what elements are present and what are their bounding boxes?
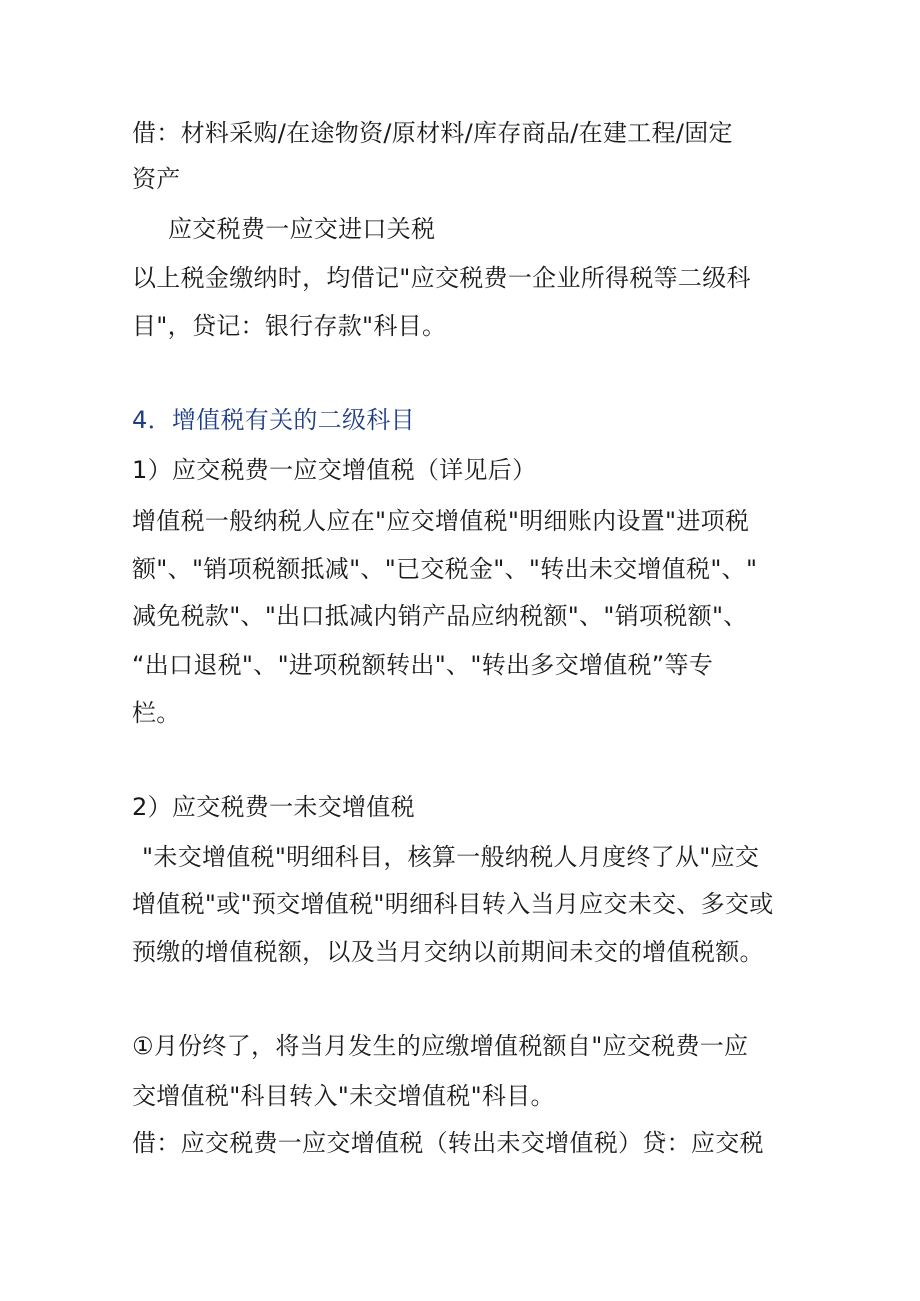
text-line: 增值税一般纳税人应在"应交增值税"明细账内设置"进项税 [132, 507, 750, 535]
text-line: 减免税款"、"出口抵减内销产品应纳税额"、"销项税额"、 [132, 602, 748, 630]
text-line: "未交增值税"明细科目，核算一般纳税人月度终了从"应交 [142, 843, 760, 871]
text-line: 额"、"销项税额抵减"、"已交税金"、"转出未交增值税"、" [132, 555, 758, 583]
text-line: 目"，贷记：银行存款"科目。 [132, 312, 447, 340]
subsection-heading: 1）应交税费一应交增值税（详见后） [132, 456, 537, 484]
section-heading: 4．增值税有关的二级科目 [132, 406, 415, 434]
text-line: 借：应交税费一应交增值税（转出未交增值税）贷：应交税 [132, 1129, 764, 1157]
text-line: 应交税费一应交进口关税 [168, 215, 436, 243]
text-line: 栏。 [132, 699, 181, 727]
text-line: “出口退税"、"进项税额转出"、"转出多交增值税”等专 [132, 651, 714, 679]
text-line: 增值税"或"预交增值税"明细科目转入当月应交未交、多交或 [132, 890, 774, 918]
text-line: ①月份终了，将当月发生的应缴增值税额自"应交税费一应 [132, 1032, 749, 1060]
subsection-heading: 2）应交税费一未交增值税 [132, 793, 415, 821]
text-line: 预缴的增值税额，以及当月交纳以前期间未交的增值税额。 [132, 938, 764, 966]
text-line: 资产 [132, 165, 181, 193]
text-line: 交增值税"科目转入"未交增值税"科目。 [132, 1082, 555, 1110]
text-line: 借：材料采购/在途物资/原材料/库存商品/在建工程/固定 [132, 119, 733, 147]
text-line: 以上税金缴纳时，均借记"应交税费一企业所得税等二级科 [132, 264, 751, 292]
